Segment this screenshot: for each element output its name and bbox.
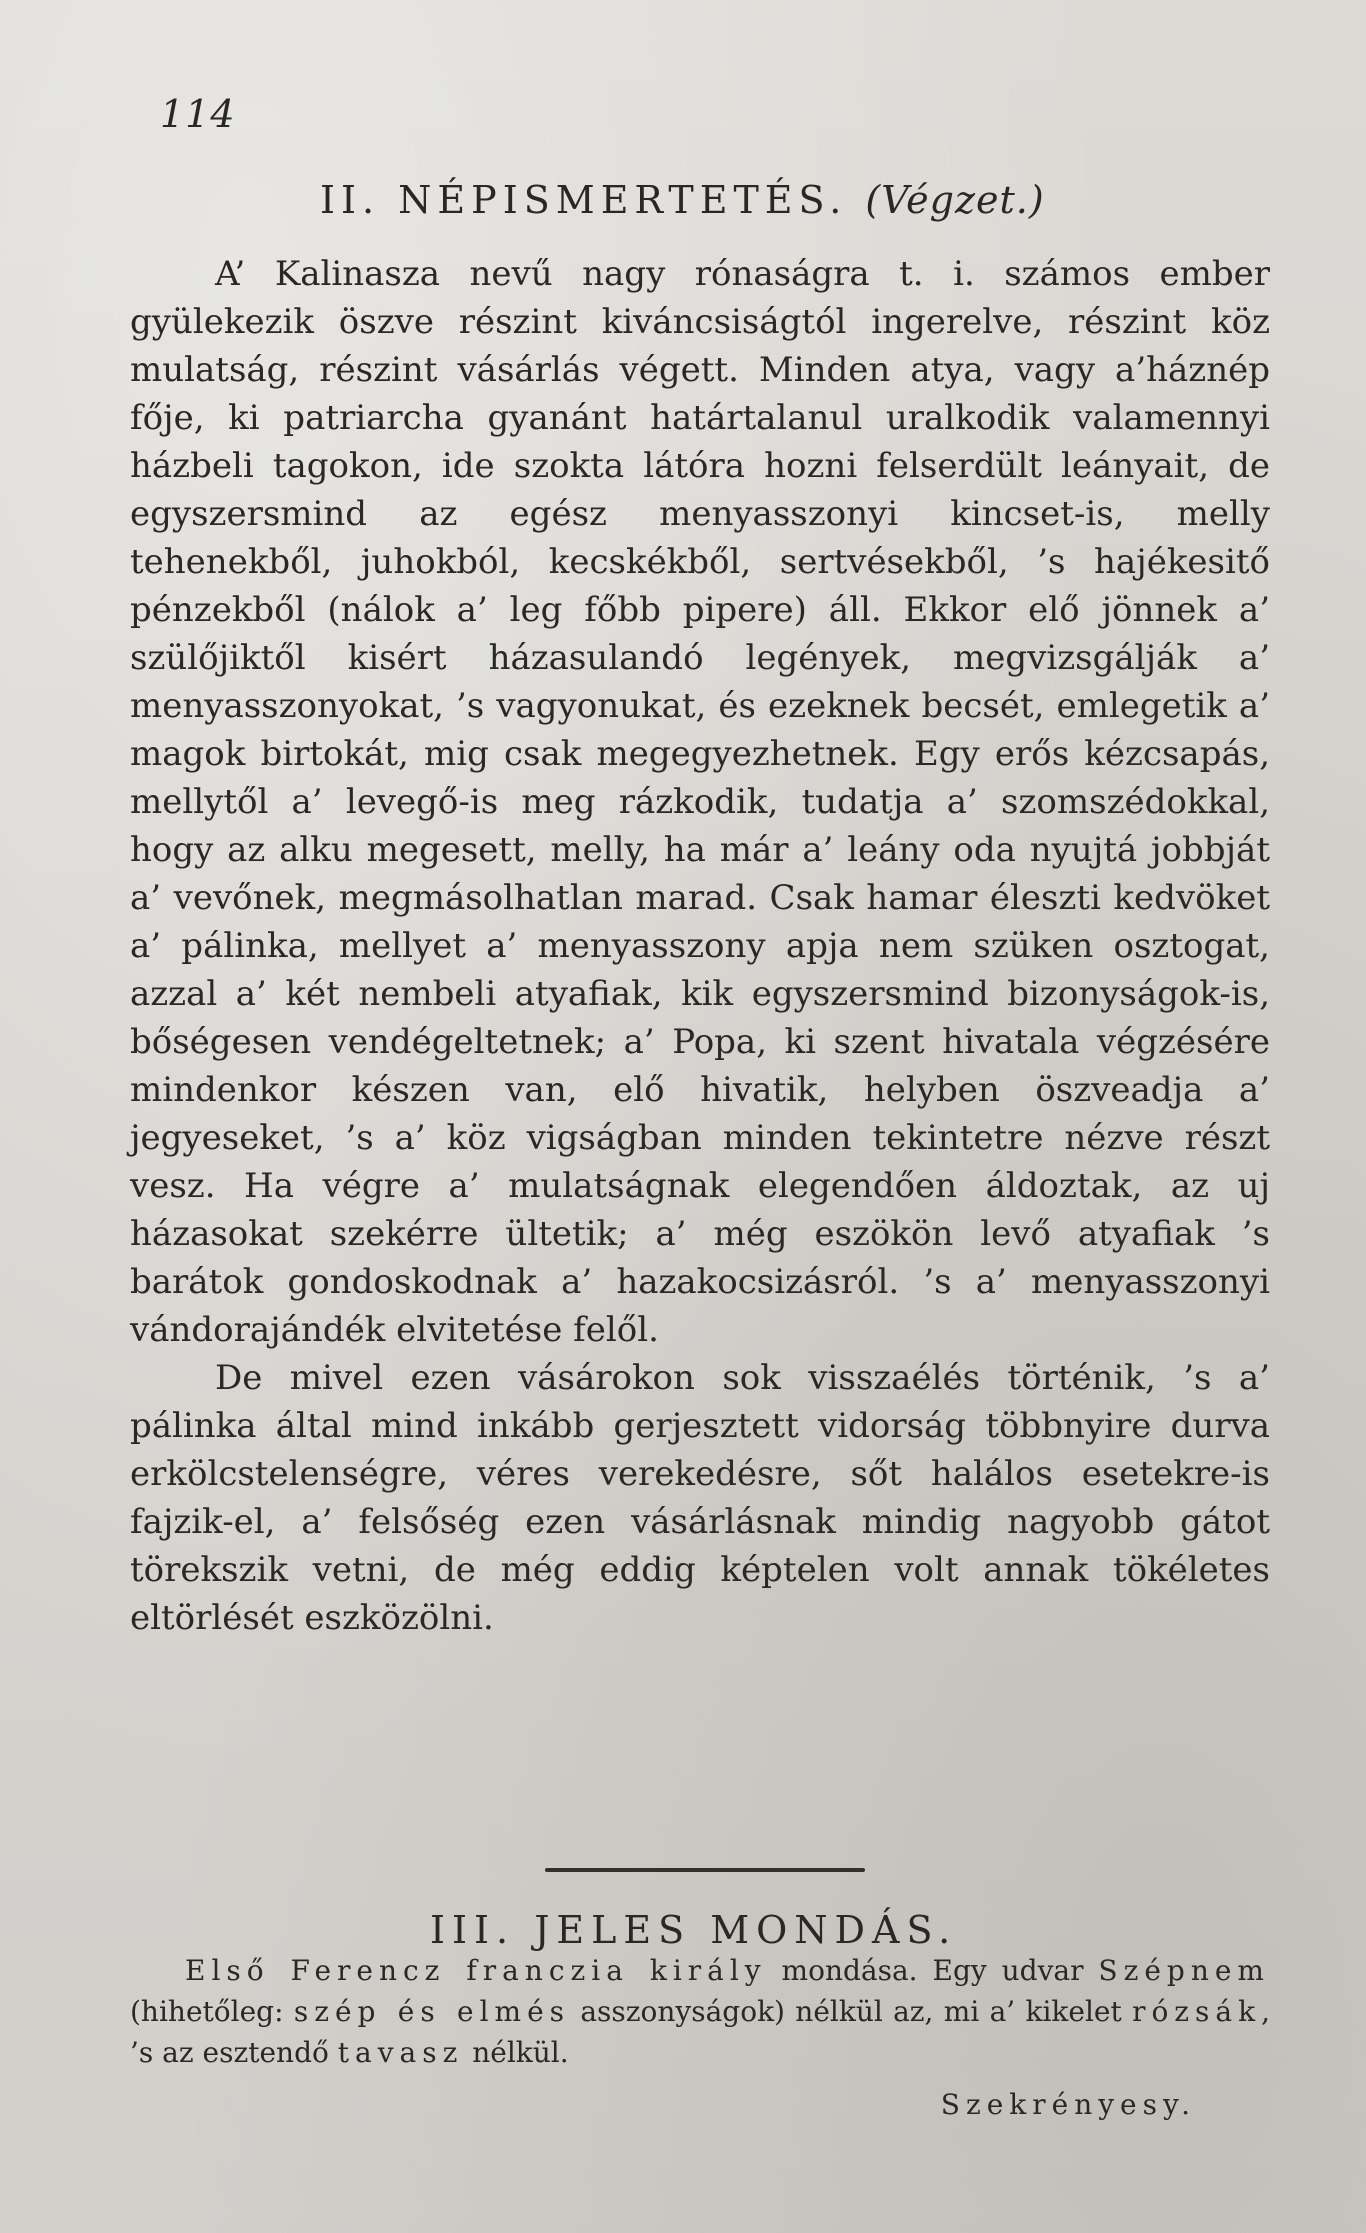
quote-text	[130, 1950, 1270, 2073]
section-heading	[320, 178, 1045, 222]
quote-segment: nélkül.	[463, 2036, 569, 2069]
quote-segment: Szépnem	[1098, 1954, 1270, 1987]
quote-segment: szép és elmés	[293, 1995, 571, 2028]
paragraph: A’ Kalinasza nevű nagy rónaságra t. i. számos ember gyülekezik öszve részint kiváncsiságtól ingerelve, részint köz mulatság, részint vásárlás végett. Minden atya, vagy a’háznép fője, ki patriarcha gyanánt határtalanul uralkodik valamennyi házbeli tagokon, ide szokta látóra hozni felserdült leányait, de egyszersmind az egész menyasszonyi kincset-is, melly tehenekből, juhokból, kecskékből, sertvésekből, ’s hajékesitő pénzekből (nálok a’ leg főbb pipere) áll. Ekkor elő jönnek a’ szülőjiktől kisért házasulandó legények, megvizsgálják a’ menyasszonyokat, ’s vagyonukat, és ezeknek becsét, emlegetik a’ magok birtokát, mig csak megegyezhetnek. Egy erős kézcsapás, mellytől a’ levegő-is meg rázkodik, tudatja a’ szomszédokkal, hogy az alku megesett, melly, ha már a’ leány oda nyujtá jobbját a’ vevőnek, megmásolhatlan marad. Csak hamar éleszti kedvöket a’ pálinka, mellyet a’ menyasszony apja nem szüken osztogat, azzal a’ két nembeli atyafiak, kik egyszersmind bizonyságok-is, bőségesen vendégeltetnek; a’ Popa, ki szent hivatala végzésére mindenkor készen van, elő hivatik, helyben öszveadja a’ jegyeseket, ’s a’ köz vigságban minden tekintetre nézve részt vesz. Ha végre a’ mulatságnak elegendően áldoztak, az uj házasokat szekérre ültetik; a’ még eszökön levő atyafiak ’s barátok gondoskodnak a’ hazakocsizásról. ’s a’ menyasszonyi vándorajándék elvitetése felől.	[130, 254, 1270, 1350]
body-text	[130, 250, 1270, 1642]
quote-segment: (hihetőleg:	[130, 1995, 294, 2028]
page-number: 114	[160, 92, 236, 136]
quote-segment: rózsák	[1132, 1995, 1262, 2028]
section-heading: III. JELES MONDÁS.	[430, 1908, 958, 1952]
section-divider	[545, 1868, 865, 1872]
section-heading-title: II. NÉPISMERTETÉS.	[320, 178, 848, 222]
quote-segment: mondása. Egy udvar	[766, 1954, 1099, 1987]
quote-segment: tavasz	[337, 2036, 464, 2069]
quote-segment: , ’s az esztendő	[130, 1995, 1270, 2069]
quote-segment: asszonyságok) nélkül az, mi a’ kikelet	[570, 1995, 1133, 2028]
section-heading-note: (Végzet.)	[865, 178, 1045, 222]
quote-paragraph	[130, 1950, 1270, 2073]
author-signature: Szekrényesy.	[940, 2088, 1196, 2121]
paragraph: De mivel ezen vásárokon sok visszaélés történik, ’s a’ pálinka által mind inkább gerjesztett vidorság többnyire durva erkölcstelenségre, véres verekedésre, sőt halálos esetekre-is fajzik-el, a’ felsőség ezen vásárlásnak mindig nagyobb gátot törekszik vetni, de még eddig képtelen volt annak tökéletes eltörlését eszközölni.	[130, 1358, 1270, 1638]
quote-segment: Első Ferencz franczia király	[185, 1954, 767, 1987]
